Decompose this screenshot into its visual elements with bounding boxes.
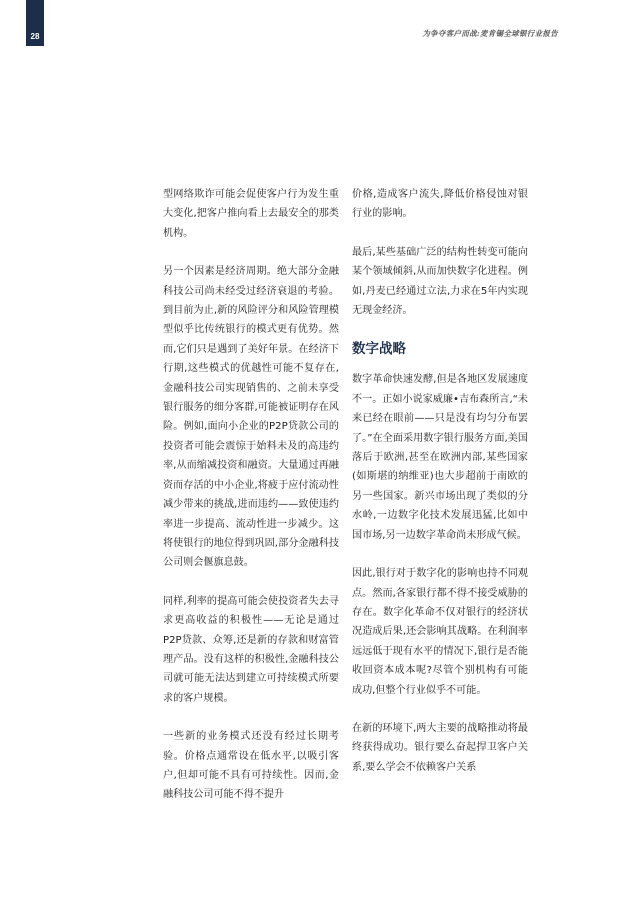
- body-paragraph: 一些新的业务模式还没有经过长期考验。价格点通常设在低水平,以吸引客户,但却可能不具有可持续性。因而,金融科技公司可能不得不提升: [163, 731, 339, 801]
- body-paragraph: 价格,造成客户流失,降低价格侵蚀对银行业的影响。: [352, 189, 528, 220]
- body-paragraph: 在新的环境下,两大主要的战略推动将最终获得成功。银行要么奋起捍卫客户关系,要么学会不依赖客户关系: [352, 722, 528, 773]
- body-paragraph: 因此,银行对于数字化的影响也持不同观点。然而,各家银行都不得不接受威胁的存在。数字化革命不仅对银行的经济状况造成后果,还会影响其战略。在利润率远远低于现有水平的情况下,银行是否能收回资本成本呢?尽管个别机构有可能成功,但整个行业似乎不可能。: [352, 568, 528, 696]
- left-column: [163, 185, 339, 824]
- right-column: [352, 185, 528, 796]
- body-paragraph: 同样,利率的提高可能会使投资者失去寻求更高收益的积极性——无论是通过P2P贷款、众筹,还是新的存款和财富管理产品。没有这样的积极性,金融科技公司就可能无法达到建立可持续模式所要求的客户规模。: [163, 595, 339, 704]
- body-paragraph: 另一个因素是经济周期。绝大部分金融科技公司尚未经受过经济衰退的考验。到目前为止,新的风险评分和风险管理模型似乎比传统银行的模式更有优势。然而,它们只是遇到了美好年景。在经济下行期,这些模式的优越性可能不复存在,金融科技公司实现销售的、之前未享受银行服务的细分客群,可能被证明存在风险。例如,面向小企业的P2P贷款公司的投资者可能会震惊于始料未及的高违约率,从而缩减投资和融资。大量通过再融资而存活的中小企业,将疲于应付流动性减少带来的挑战,进而违约——致使违约率进一步提高、流动性进一步减少。这将使银行的地位得到巩固,部分金融科技公司则会偃旗息鼓。: [163, 266, 339, 569]
- page-number-tab: [26, 0, 44, 46]
- page-number: 28: [30, 32, 40, 41]
- section-heading: 数字战略: [352, 341, 406, 358]
- page-header: [0, 0, 640, 60]
- running-title: 为争夺客户而战:麦肯锡全球银行业报告: [422, 29, 558, 38]
- body-paragraph: 型网络欺诈可能会促使客户行为发生重大变化,把客户推向看上去最安全的那类机构。: [163, 189, 339, 239]
- body-paragraph: 最后,某些基础广泛的结构性转变可能向某个领域倾斜,从而加快数字化进程。例如,丹麦已经通过立法,力求在5年内实现无现金经济。: [352, 246, 528, 317]
- body-paragraph: 数字革命快速发酵,但是各地区发展速度不一。正如小说家威廉•吉布森所言,“未来已经在眼前——只是没有均匀分布罢了。”在全面采用数字银行服务方面,美国落后于欧洲,甚至在欧洲内部,某些国家(如斯堪的纳维亚)也大步超前于南欧的另一些国家。新兴市场出现了类似的分水岭,一边数字化技术发展迅猛,比如中国市场,另一边数字革命尚未形成气候。: [352, 374, 528, 541]
